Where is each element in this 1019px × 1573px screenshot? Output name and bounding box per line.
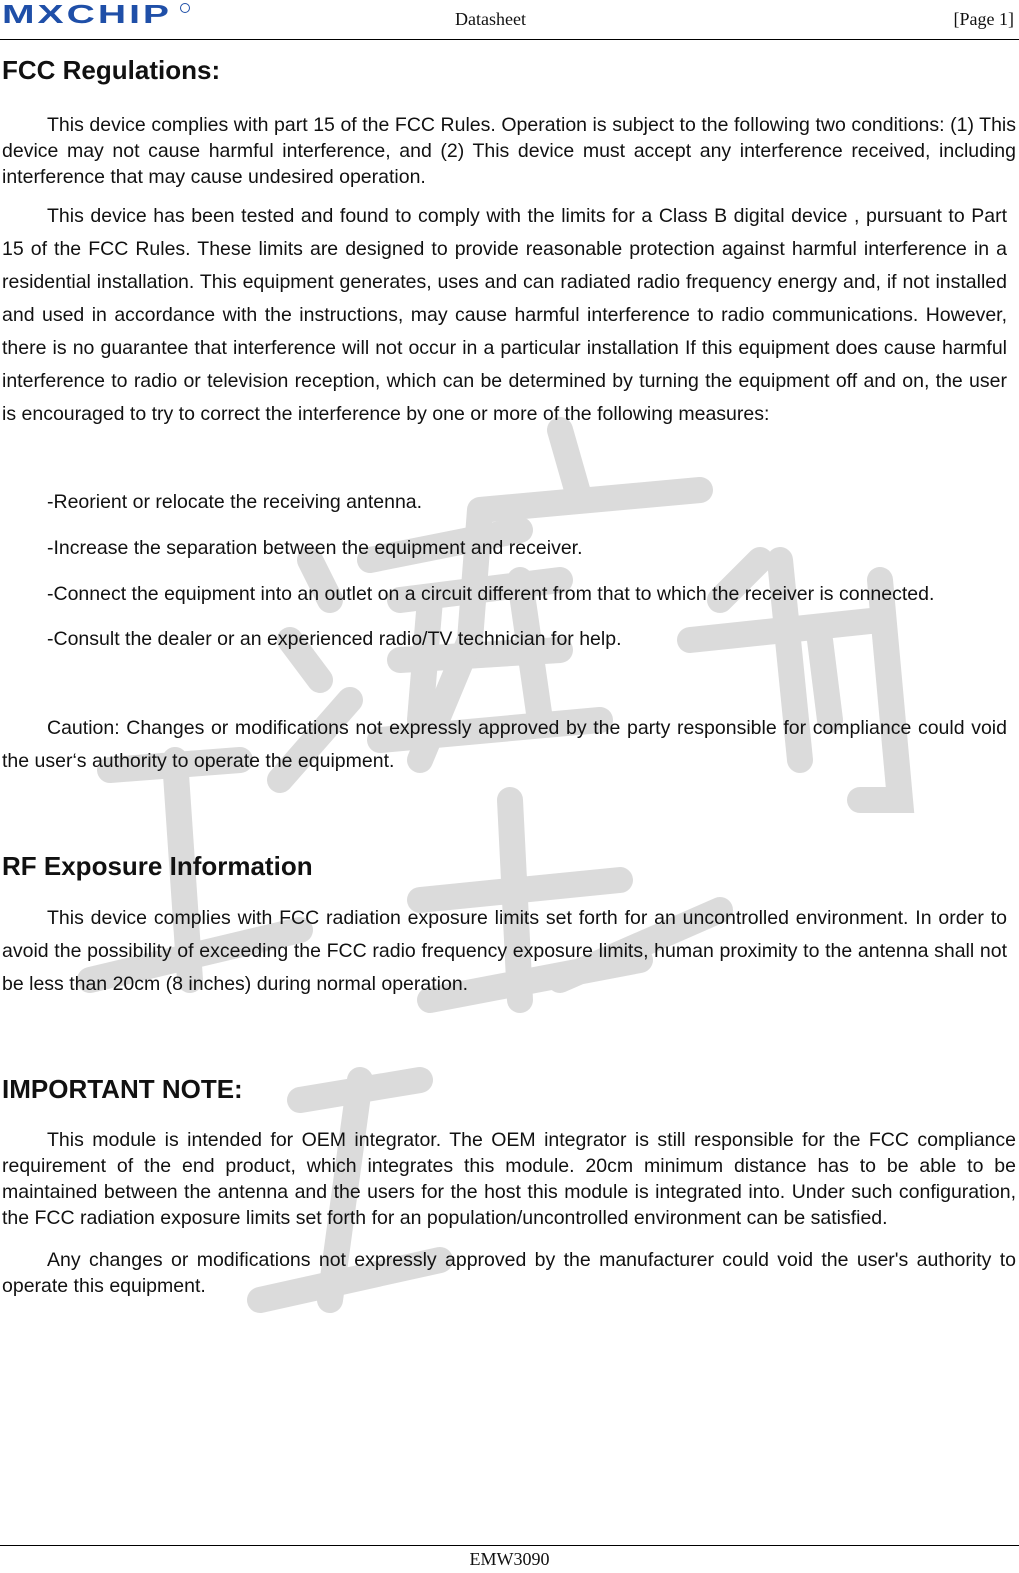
measure-item: -Consult the dealer or an experienced radio/TV technician for help. — [47, 628, 622, 650]
mxchip-logo — [2, 2, 192, 26]
fcc-paragraph-2: This device has been tested and found to comply with the limits for a Class B digital device , pursuant to Part 15 of the FCC Rules. These limits are designed to provide reasonable protection against harmful interference in a residential installation. This equipment generates, uses and can radiated radio frequency energy and, if not installed and used in accordance with the instructions, may cause harmful interference to radio communications. However, there is no guarantee that interference will not occur in a particular installation If this equipment does cause harmful interference to radio or television reception, which can be determined by turning the equipment off and on, the user is encouraged to try to correct the interference by one or more of the following measures: — [2, 205, 1007, 425]
logo-text: MXCHIP — [2, 2, 172, 26]
header-divider — [0, 39, 1019, 40]
rf-paragraph: This device complies with FCC radiation exposure limits set forth for an uncontrolled environment. In order to avoid the possibility of exceeding the FCC radio frequency exposure limits, human proximity to the antenna shall not be less than 20cm (8 inches) during normal operation. — [2, 907, 1007, 995]
important-paragraph-2: Any changes or modifications not expressly approved by the manufacturer could void the user's authority to operate this equipment. — [2, 1249, 1016, 1297]
measure-item: -Reorient or relocate the receiving antenna. — [47, 491, 423, 513]
fcc-section-title: FCC Regulations: — [2, 55, 221, 85]
fcc-paragraph-1: This device complies with part 15 of the FCC Rules. Operation is subject to the following two conditions: (1) This device may not cause harmful interference, and (2) This device must accept any interference received, including interference that may cause undesired operation. — [2, 114, 1016, 188]
header-page-number: [Page 1] — [953, 9, 1014, 29]
important-section-title: IMPORTANT NOTE: — [2, 1074, 243, 1104]
measure-item: -Increase the separation between the equipment and receiver. — [47, 537, 583, 559]
footer-model: EMW3090 — [469, 1549, 550, 1569]
page-header — [0, 0, 1019, 40]
rf-section-title: RF Exposure Information — [2, 851, 313, 881]
measure-item: -Connect the equipment into an outlet on a circuit different from that to which the receiver is connected. — [47, 583, 935, 605]
footer-divider — [0, 1545, 1019, 1546]
fcc-measures-list — [2, 489, 1007, 652]
header-title: Datasheet — [455, 9, 526, 29]
document-body — [2, 52, 1016, 1299]
fcc-caution: Caution: Changes or modifications not expressly approved by the party responsible for compliance could void the user‘s authority to operate the equipment. — [2, 717, 1007, 772]
important-paragraph-1: This module is intended for OEM integrator. The OEM integrator is still responsible for the FCC compliance requirement of the end product, which integrates this module. 20cm minimum distance has to be able to be maintained between the antenna and the users for the host this module is integrated into. Under such configuration, the FCC radiation exposure limits set forth for an population/uncontrolled environment can be satisfied. — [2, 1129, 1016, 1229]
